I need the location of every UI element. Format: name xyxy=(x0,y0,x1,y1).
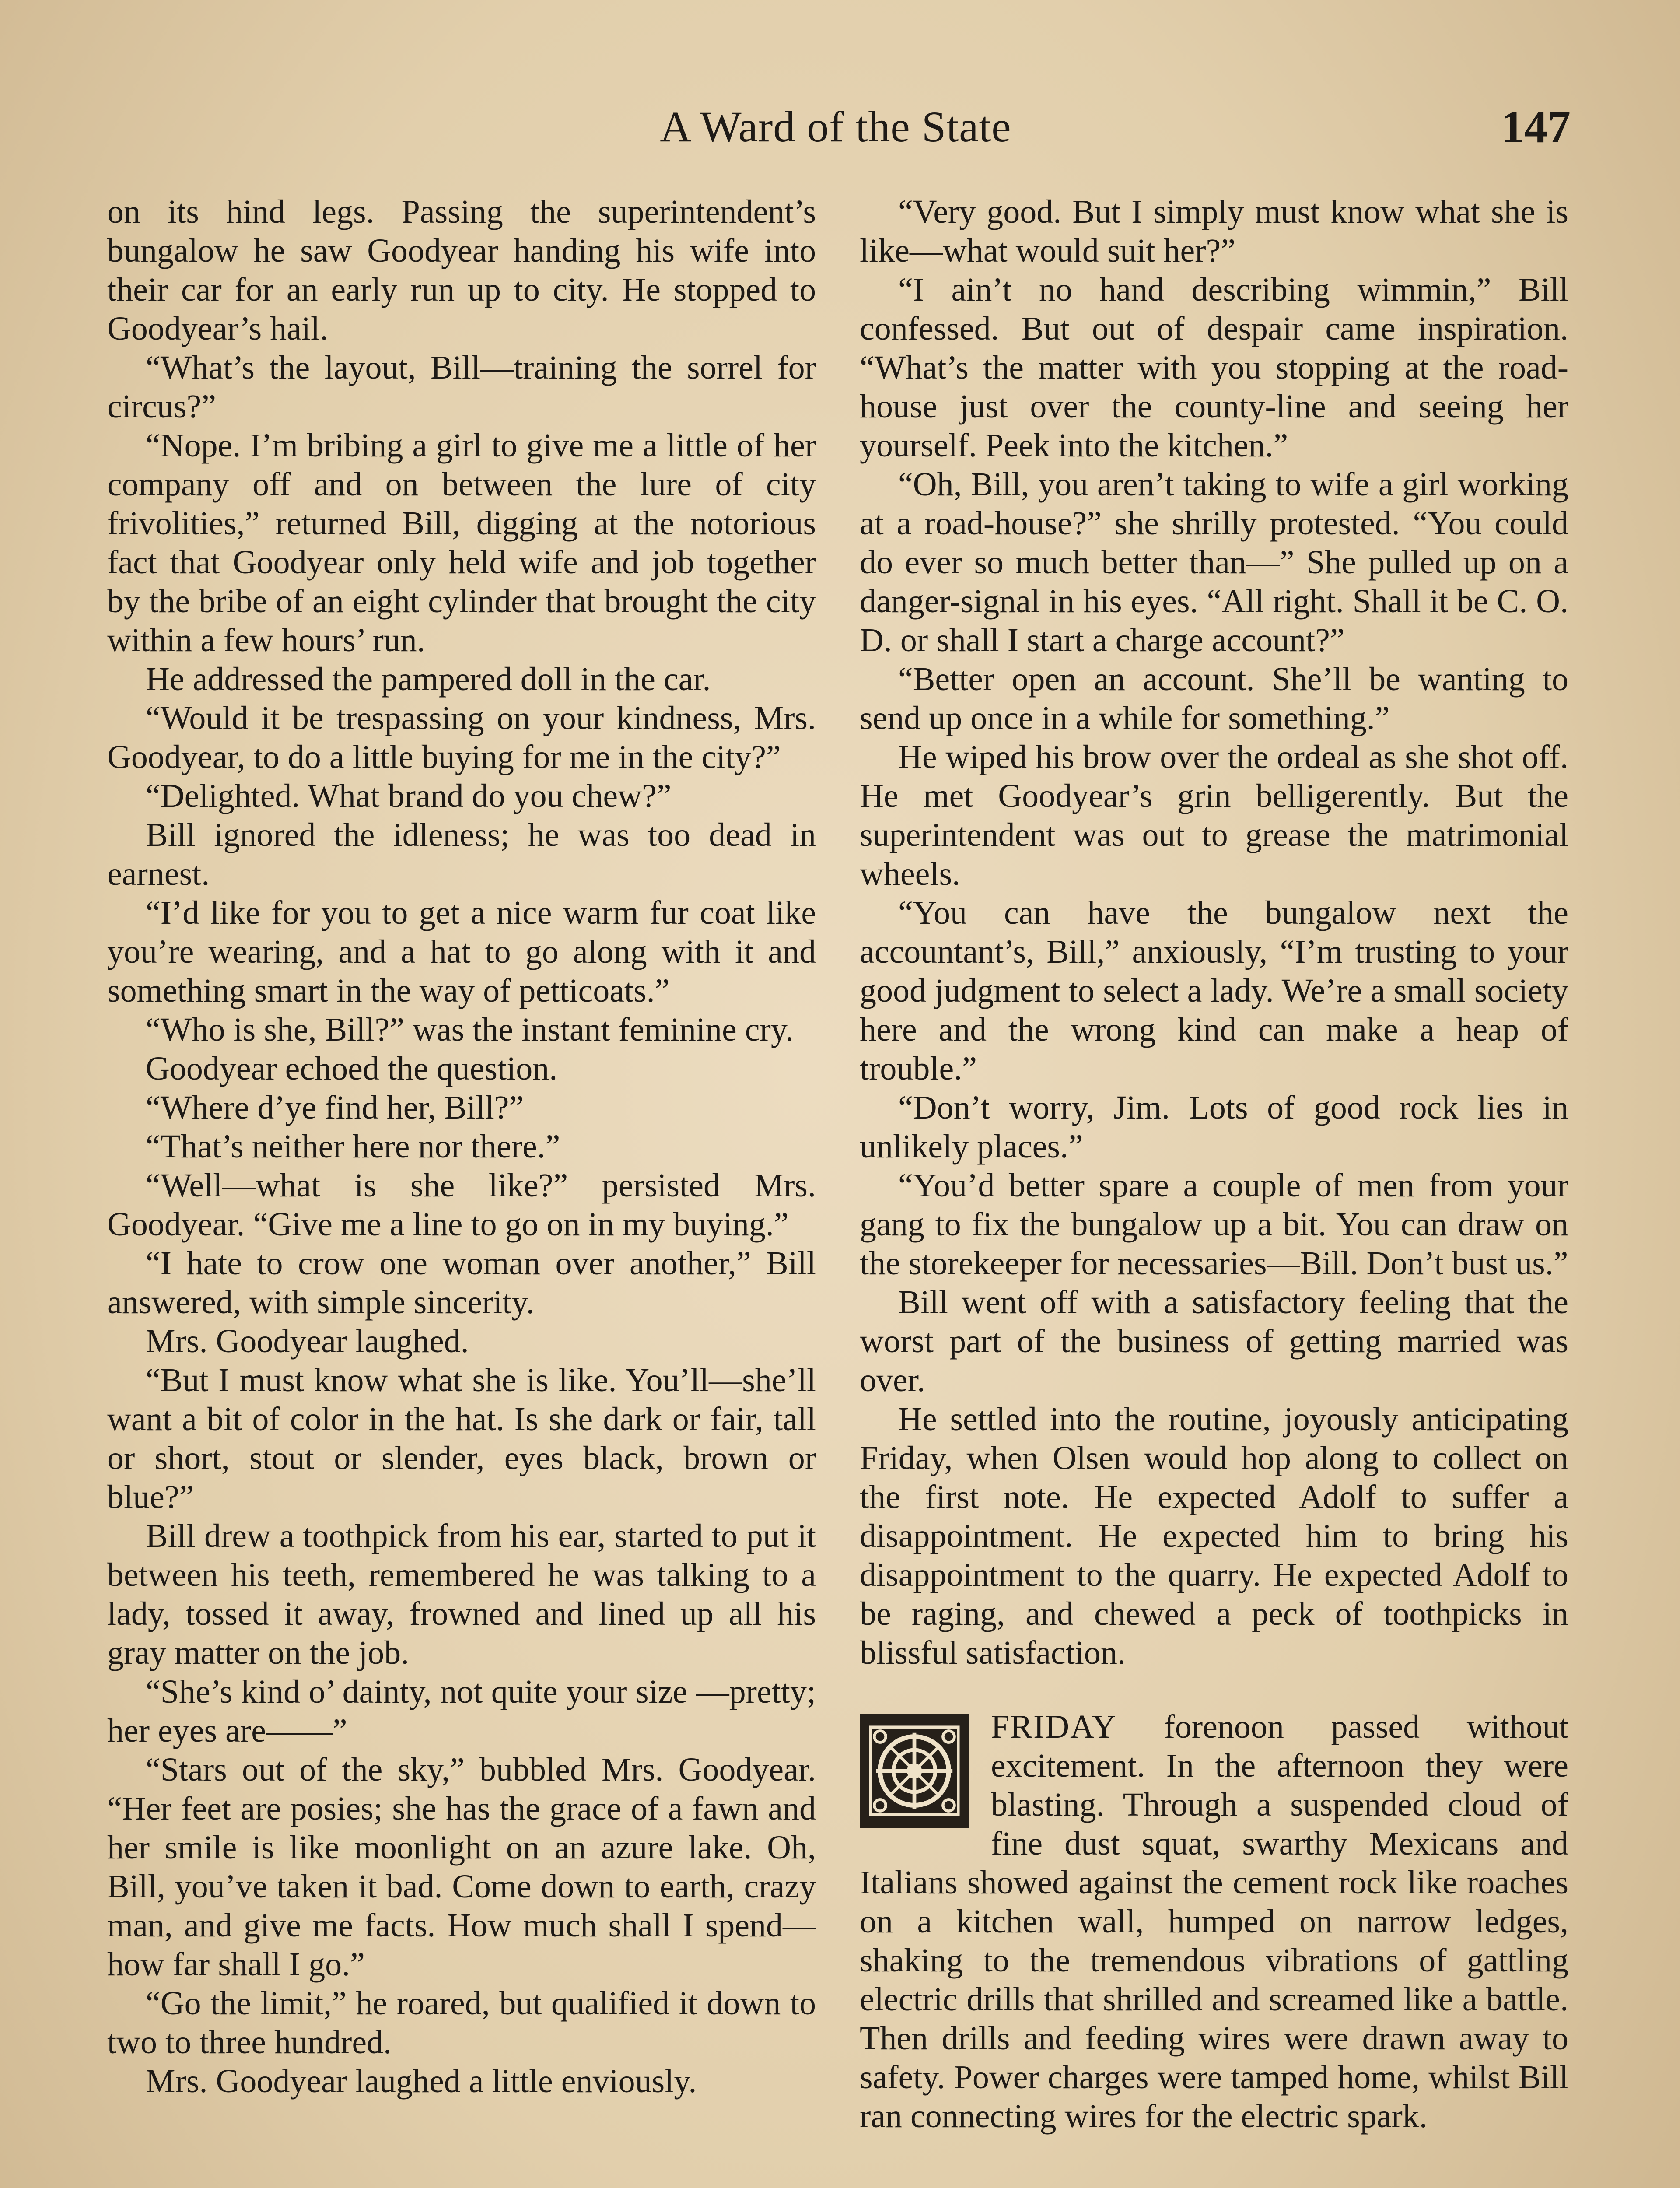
paragraph: “I hate to crow one woman over another,” Bill answered, with simple sincerity. xyxy=(107,1245,816,1321)
paragraph: “I’d like for you to get a nice warm fur coat like you’re wearing, and a hat to go along with it and something smart in the way of petticoats.” xyxy=(107,894,816,1009)
celtic-knot-ornament-icon xyxy=(860,1714,969,1828)
paragraph: “Would it be trespassing on your kindness, Mrs. Goodyear, to do a little buying for me in the city?” xyxy=(107,700,816,775)
paragraph: “Stars out of the sky,” bubbled Mrs. Goodyear. “Her feet are posies; she has the grace of a fawn and her smile is like moonlight on an azure lake. Oh, Bill, you’ve taken it bad. Come down to earth, crazy man, and give me facts. How much shall I spend—how far shall I go.” xyxy=(107,1751,816,1983)
paragraph: Bill drew a toothpick from his ear, started to put it between his teeth, remembered he was talking to a lady, tossed it away, frowned and lined up all his gray matter on the job. xyxy=(107,1518,816,1671)
paragraph: Goodyear echoed the question. xyxy=(146,1050,558,1087)
paragraph: “What’s the layout, Bill—training the sorrel for circus?” xyxy=(107,349,816,425)
paragraph: “Don’t worry, Jim. Lots of good rock lies in unlikely places.” xyxy=(860,1089,1568,1165)
lead-word: FRIDAY xyxy=(991,1708,1117,1745)
paragraph: He addressed the pampered doll in the car. xyxy=(146,661,711,698)
paragraph: He settled into the routine, joyously anticipating Friday, when Olsen would hop along to collect on the first note. He expected Adolf to suffer a disappointment. He expected him to bring his disappointment to the quarry. He expected Adolf to be raging, and chewed a peck of toothpicks in blissful satisfaction. xyxy=(860,1401,1568,1671)
page-number: 147 xyxy=(1501,101,1571,152)
paragraph: “Oh, Bill, you aren’t taking to wife a girl working at a road-house?” she shrilly protested. “You could do ever so much better than—” She pulled up on a danger-signal in his eyes. “All right. Shall it be C. O. D. or shall I start a charge account?” xyxy=(860,466,1568,659)
running-title: A Ward of the State xyxy=(660,102,1012,151)
paragraph: “Go the limit,” he roared, but qualified it down to two to three hundred. xyxy=(107,1985,816,2061)
paragraph: “That’s neither here nor there.” xyxy=(146,1128,560,1165)
paragraph: “Well—what is she like?” persisted Mrs. Goodyear. “Give me a line to go on in my buying.” xyxy=(107,1167,816,1243)
section-break xyxy=(860,1708,1568,2136)
left-column xyxy=(107,193,816,2188)
paragraph: “Better open an account. She’ll be wanting to send up once in a while for something.” xyxy=(860,661,1568,736)
paragraph: Bill went off with a satisfactory feeling that the worst part of the business of getting married was over. xyxy=(860,1284,1568,1399)
paragraph: Bill ignored the idleness; he was too dead in earnest. xyxy=(107,817,816,892)
paragraph: “Who is she, Bill?” was the instant feminine cry. xyxy=(146,1011,794,1048)
text-columns xyxy=(107,193,1568,2188)
paragraph: Mrs. Goodyear laughed a little enviously. xyxy=(146,2063,697,2100)
paragraph: “Delighted. What brand do you chew?” xyxy=(146,778,672,814)
paragraph: “But I must know what she is like. You’ll—she’ll want a bit of color in the hat. Is she dark or fair, tall or short, stout or slender, eyes black, brown or blue?” xyxy=(107,1362,816,1515)
paragraph: “You can have the bungalow next the accountant’s, Bill,” anxiously, “I’m trusting to your good judgment to select a lady. We’re a small society here and the wrong kind can make a heap of trouble.” xyxy=(860,894,1568,1087)
paragraph: on its hind legs. Passing the superintendent’s bungalow he saw Goodyear handing his wife into their car for an early run up to city. He stopped to Goodyear’s hail. xyxy=(107,193,816,347)
paragraph: He wiped his brow over the ordeal as she shot off. He met Goodyear’s grin belligerently. But the superintendent was out to grease the matrimonial wheels. xyxy=(860,739,1568,892)
paragraph: Mrs. Goodyear laughed. xyxy=(146,1323,469,1360)
paragraph: “Where d’ye find her, Bill?” xyxy=(146,1089,524,1126)
paragraph: “Very good. But I simply must know what she is like—what would suit her?” xyxy=(860,193,1568,269)
section-text: forenoon passed without excitement. In the afternoon they were blasting. Through a suspended cloud of fine dust squat, swarthy Mexicans and Italians showed against the cement rock like roaches on a kitchen wall, humped on narrow ledges, shaking to the tremendous vibrations of gattling electric drills that shrilled and screamed like a battle. Then drills and feeding wires were drawn away to safety. Power charges were tamped home, whilst Bill ran connecting wires for the electric spark. xyxy=(860,1708,1568,2135)
page-header xyxy=(101,98,1571,155)
paragraph: “She’s kind o’ dainty, not quite your size —pretty; her eyes are——” xyxy=(107,1673,816,1749)
paragraph: “Nope. I’m bribing a girl to give me a little of her company off and on between the lure of city frivolities,” returned Bill, digging at the notorious fact that Goodyear only held wife and job together by the bribe of an eight cylinder that brought the city within a few hours’ run. xyxy=(107,427,816,659)
paragraph: “I ain’t no hand describing wimmin,” Bill confessed. But out of despair came inspiration. “What’s the matter with you stopping at the road-house just over the county-line and seeing her yourself. Peek into the kitchen.” xyxy=(860,271,1568,464)
paragraph: “You’d better spare a couple of men from your gang to fix the bungalow up a bit. You can draw on the storekeeper for necessaries—Bill. Don’t bust us.” xyxy=(860,1167,1568,1282)
right-column xyxy=(860,193,1568,2188)
